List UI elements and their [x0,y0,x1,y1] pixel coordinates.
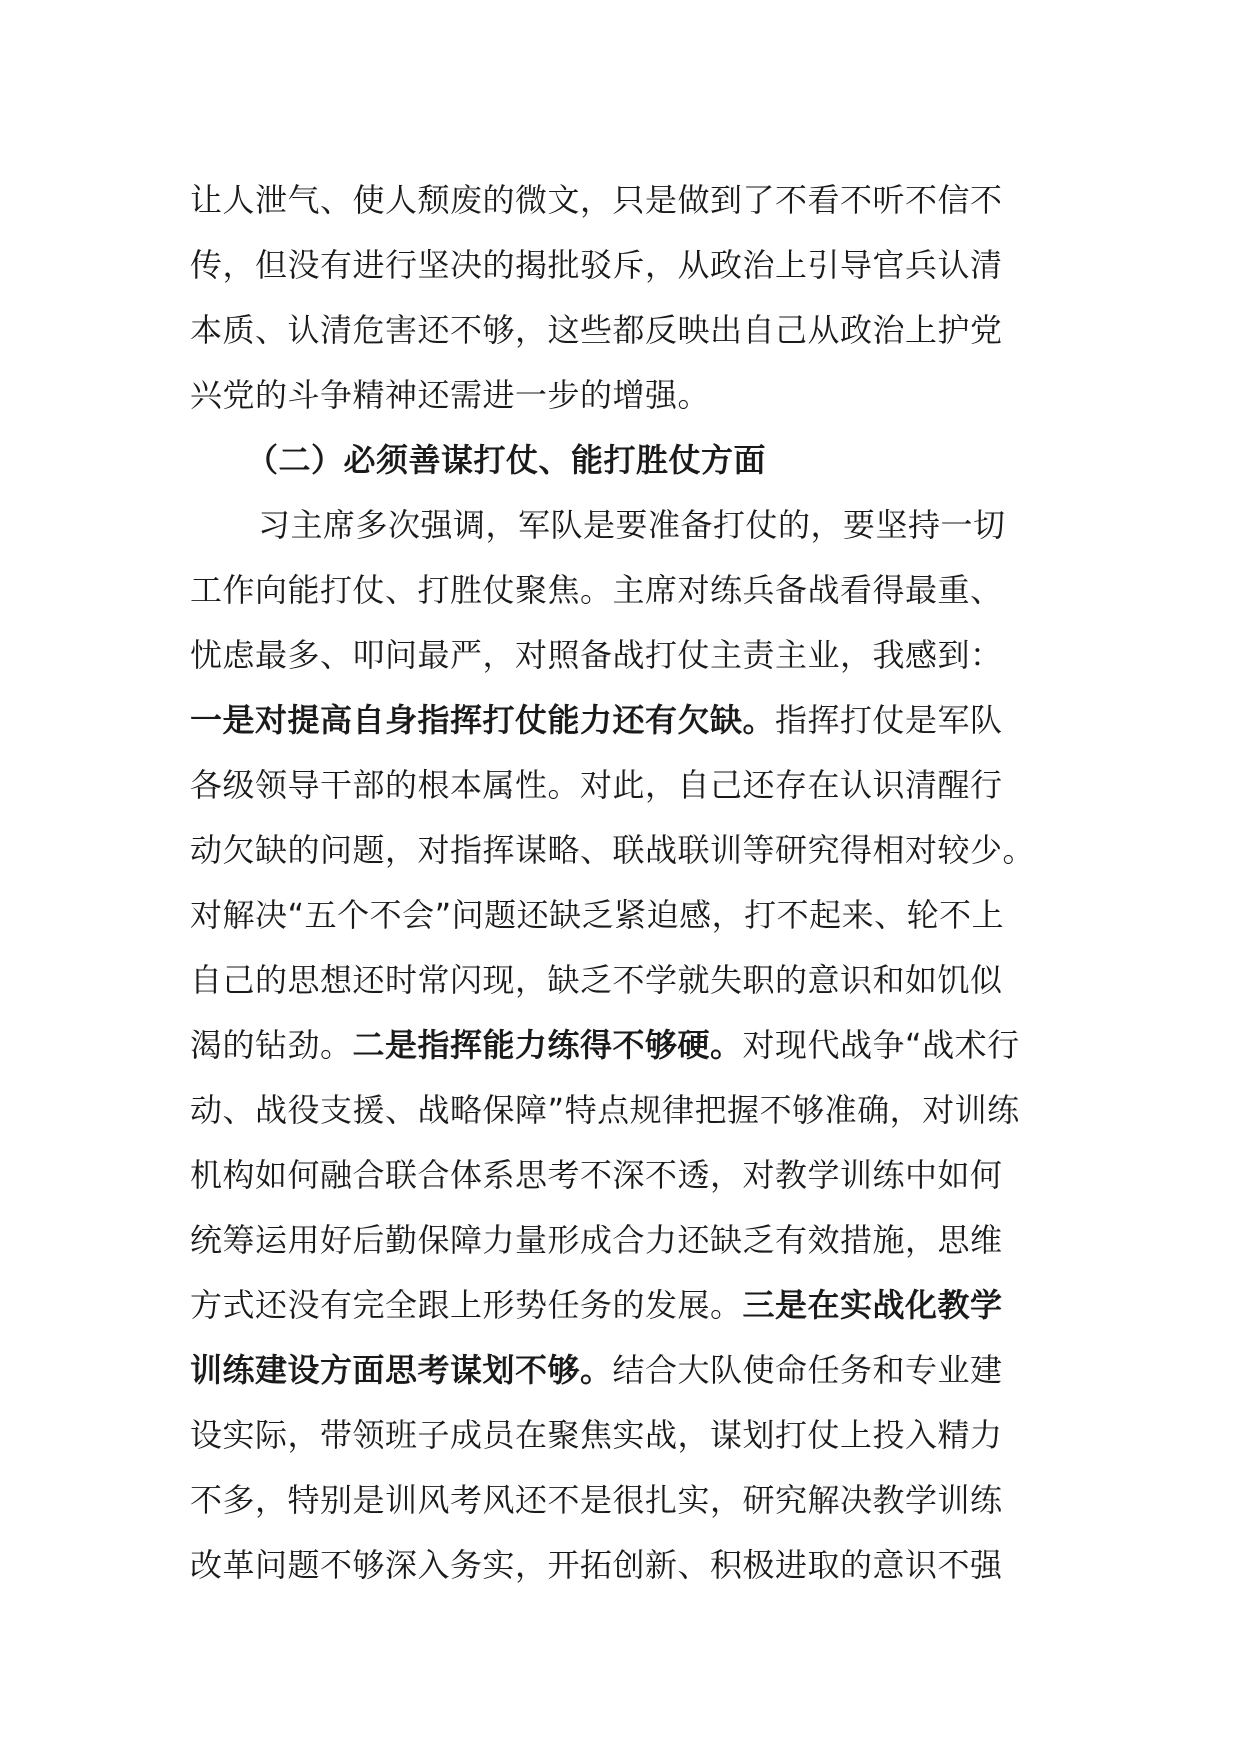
paragraph-continued [190,168,1050,428]
section-heading-block [190,428,1050,493]
point-two-title: 二是指挥能力练得不够硬。 [352,1026,743,1064]
text-line: 动、战役支援、战略保障”特点规律把握不够准确，对训练 [190,1091,1020,1129]
text-run: 方式还没有完全跟上形势任务的发展。 [190,1286,743,1324]
text-line: 改革问题不够深入务实，开拓创新、积极进取的意识不强 [190,1546,1003,1584]
text-line: 忧虑最多、叩问最严，对照备战打仗主责主业，我感到： [190,636,1003,674]
text-line [190,1013,1050,1078]
text-run: 指挥打仗是军队 [775,701,1003,739]
section-heading: （二）必须善谋打仗、能打胜仗方面 [246,441,767,479]
text-line: 动欠缺的问题，对指挥谋略、联战联训等研究得相对较少。 [190,831,1036,869]
document-body [190,168,1050,1598]
text-line: 传，但没有进行坚决的揭批驳斥，从政治上引导官兵认清 [190,246,1003,284]
text-line: 让人泄气、使人颓废的微文，只是做到了不看不听不信不 [190,181,1003,219]
text-line [190,1273,1050,1338]
point-three-title-end: 训练建设方面思考谋划不够。 [190,1351,613,1389]
text-line [190,1338,1050,1403]
text-line: 习主席多次强调，军队是要准备打仗的，要坚持一切 [258,506,1006,544]
text-line: 不多，特别是训风考风还不是很扎实，研究解决教学训练 [190,1481,1003,1519]
text-run: 结合大队使命任务和专业建 [612,1351,1003,1389]
text-line: 统筹运用好后勤保障力量形成合力还缺乏有效措施，思维 [190,1221,1003,1259]
text-run: 渴的钻劲。 [190,1026,353,1064]
point-one-title: 一是对提高自身指挥打仗能力还有欠缺。 [190,701,776,739]
text-run: 对现代战争“战术行 [742,1026,1020,1064]
text-line: 设实际，带领班子成员在聚焦实战，谋划打仗上投入精力 [190,1416,1003,1454]
text-line [190,688,1050,753]
text-line: 对解决“五个不会”问题还缺乏紧迫感，打不起来、轮不上 [190,896,1005,934]
text-line: 自己的思想还时常闪现，缺乏不学就失职的意识和如饥似 [190,961,1003,999]
text-line: 机构如何融合联合体系思考不深不透，对教学训练中如何 [190,1156,1003,1194]
paragraph-main [190,493,1050,1598]
text-line: 本质、认清危害还不够，这些都反映出自己从政治上护党 [190,311,1003,349]
point-three-title-start: 三是在实战化教学 [742,1286,1003,1324]
text-line: 各级领导干部的根本属性。对此，自己还存在认识清醒行 [190,766,1003,804]
text-line: 工作向能打仗、打胜仗聚焦。主席对练兵备战看得最重、 [190,571,1003,609]
text-line: 兴党的斗争精神还需进一步的增强。 [190,376,711,414]
